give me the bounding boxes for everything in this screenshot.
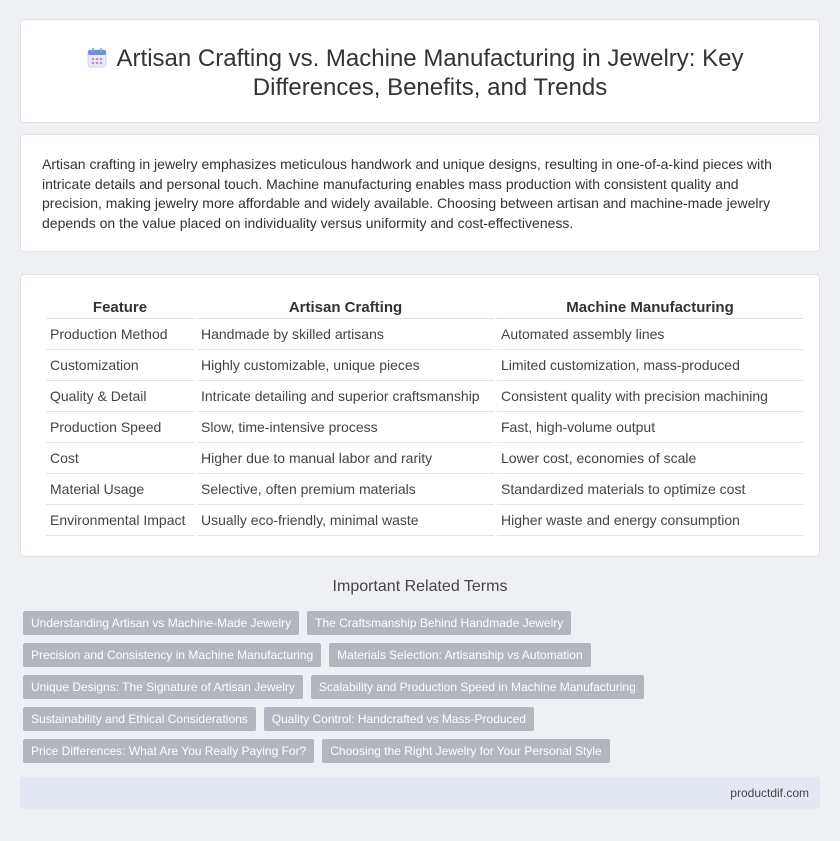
footer <box>20 777 820 809</box>
tag-row <box>20 707 820 731</box>
table-cell-machine: Automated assembly lines <box>497 319 803 350</box>
header-card <box>20 19 820 123</box>
column-header-feature: Feature <box>46 295 194 319</box>
comparison-table <box>43 295 806 536</box>
page-title: Artisan Crafting vs. Machine Manufacturing in Jewelry: Key Differences, Benefits, and Trends <box>116 45 744 101</box>
table-cell-machine: Fast, high-volume output <box>497 412 803 443</box>
intro-card <box>20 134 820 252</box>
table-cell-feature: Customization <box>46 350 194 381</box>
comparison-table-card <box>20 274 820 557</box>
table-cell-feature: Quality & Detail <box>46 381 194 412</box>
table-cell-feature: Cost <box>46 443 194 474</box>
tag-row <box>20 739 820 763</box>
table-row <box>46 412 803 443</box>
table-row <box>46 505 803 536</box>
related-term-tag[interactable]: The Craftsmanship Behind Handmade Jewelry <box>307 611 571 635</box>
related-term-tag[interactable]: Unique Designs: The Signature of Artisan Jewelry <box>23 675 303 699</box>
table-cell-artisan: Selective, often premium materials <box>197 474 494 505</box>
related-term-tag[interactable]: Sustainability and Ethical Considerations <box>23 707 256 731</box>
related-term-tag[interactable]: Price Differences: What Are You Really Paying For? <box>23 739 314 763</box>
tag-row <box>20 675 820 699</box>
column-header-machine: Machine Manufacturing <box>497 295 803 319</box>
table-cell-machine: Consistent quality with precision machining <box>497 381 803 412</box>
related-term-tag[interactable]: Precision and Consistency in Machine Manufacturing <box>23 643 321 667</box>
table-row <box>46 319 803 350</box>
table-cell-artisan: Slow, time-intensive process <box>197 412 494 443</box>
table-row <box>46 381 803 412</box>
intro-paragraph: Artisan crafting in jewelry emphasizes meticulous handwork and unique designs, resulting in one-of-a-kind pieces with intricate details and personal touch. Machine manufacturing enables mass production with consistent quality and precision, making jewelry more affordable and widely available. Choosing between artisan and machine-made jewelry depends on the value placed on individuality versus uniformity and cost-effectiveness. <box>42 156 772 231</box>
tag-row <box>20 643 820 667</box>
table-cell-machine: Standardized materials to optimize cost <box>497 474 803 505</box>
table-cell-artisan: Higher due to manual labor and rarity <box>197 443 494 474</box>
table-cell-artisan: Usually eco-friendly, minimal waste <box>197 505 494 536</box>
table-cell-feature: Production Method <box>46 319 194 350</box>
table-cell-machine: Limited customization, mass-produced <box>497 350 803 381</box>
table-cell-feature: Environmental Impact <box>46 505 194 536</box>
related-term-tag[interactable]: Choosing the Right Jewelry for Your Personal Style <box>322 739 609 763</box>
table-row <box>46 474 803 505</box>
table-cell-machine: Lower cost, economies of scale <box>497 443 803 474</box>
related-terms-section <box>20 578 820 771</box>
related-term-tag[interactable]: Understanding Artisan vs Machine-Made Jewelry <box>23 611 299 635</box>
column-header-artisan: Artisan Crafting <box>197 295 494 319</box>
table-cell-artisan: Intricate detailing and superior craftsmanship <box>197 381 494 412</box>
table-cell-feature: Production Speed <box>46 412 194 443</box>
table-cell-artisan: Handmade by skilled artisans <box>197 319 494 350</box>
table-row <box>46 350 803 381</box>
table-cell-machine: Higher waste and energy consumption <box>497 505 803 536</box>
related-term-tag[interactable]: Quality Control: Handcrafted vs Mass-Produced <box>264 707 534 731</box>
tag-row <box>20 611 820 635</box>
related-terms-heading: Important Related Terms <box>332 578 508 595</box>
table-cell-artisan: Highly customizable, unique pieces <box>197 350 494 381</box>
table-row <box>46 443 803 474</box>
table-cell-feature: Material Usage <box>46 474 194 505</box>
related-term-tag[interactable]: Scalability and Production Speed in Machine Manufacturing <box>311 675 644 699</box>
table-header-row <box>46 295 803 319</box>
related-term-tag[interactable]: Materials Selection: Artisanship vs Automation <box>329 643 590 667</box>
footer-site-link[interactable]: productdif.com <box>730 786 809 800</box>
